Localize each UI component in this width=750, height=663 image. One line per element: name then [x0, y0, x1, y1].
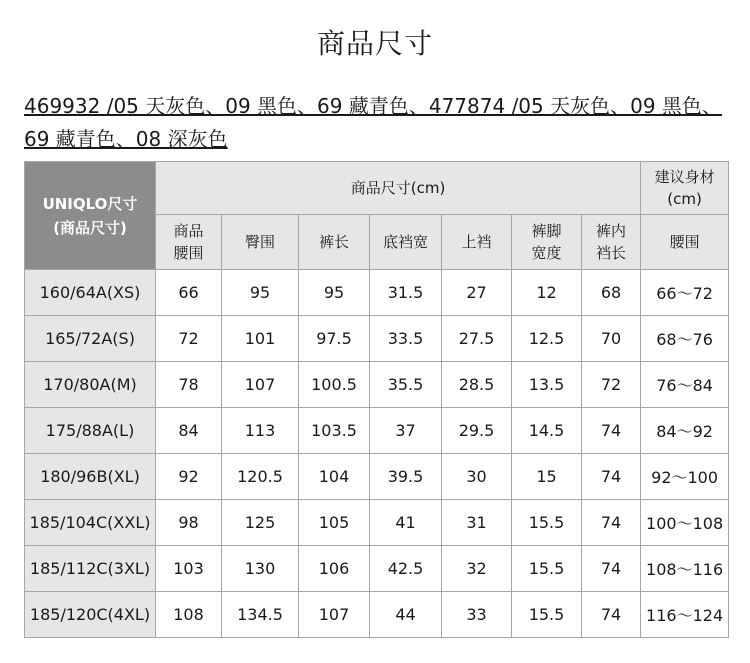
table-cell: 31.5 [370, 270, 442, 316]
table-cell: 35.5 [370, 362, 442, 408]
table-cell: 74 [582, 454, 641, 500]
column-header [156, 215, 222, 270]
table-cell: 97.5 [299, 316, 370, 362]
table-cell: 95 [222, 270, 299, 316]
table-cell: 29.5 [442, 408, 512, 454]
column-header-line2: 裆长 [596, 244, 627, 262]
table-row [25, 270, 729, 316]
waist-range-cell: 66～72 [641, 270, 729, 316]
table-cell: 28.5 [442, 362, 512, 408]
table-cell: 66 [156, 270, 222, 316]
table-cell: 107 [299, 592, 370, 638]
size-cell: 185/104C(XXL) [25, 500, 156, 546]
column-header [442, 215, 512, 270]
size-header-line1: UNIQLO尺寸 [42, 194, 138, 213]
table-cell: 107 [222, 362, 299, 408]
table-cell: 12 [512, 270, 582, 316]
table-cell: 68 [582, 270, 641, 316]
table-cell: 74 [582, 408, 641, 454]
table-cell: 15.5 [512, 546, 582, 592]
table-cell: 32 [442, 546, 512, 592]
table-cell: 15.5 [512, 592, 582, 638]
table-cell: 27.5 [442, 316, 512, 362]
table-cell: 105 [299, 500, 370, 546]
table-row [25, 408, 729, 454]
table-cell: 13.5 [512, 362, 582, 408]
waist-range-cell: 92～100 [641, 454, 729, 500]
table-cell: 100.5 [299, 362, 370, 408]
column-header: 腰围 [641, 215, 729, 270]
column-header-line1: 裤长 [318, 233, 349, 251]
column-header-line1: 裤内 [596, 222, 627, 240]
column-header-line1: 裤脚 [531, 222, 562, 240]
table-cell: 108 [156, 592, 222, 638]
table-cell: 125 [222, 500, 299, 546]
column-header-line1: 底裆宽 [382, 233, 428, 251]
column-header [299, 215, 370, 270]
column-header [222, 215, 299, 270]
table-cell: 74 [582, 500, 641, 546]
table-cell: 31 [442, 500, 512, 546]
size-cell: 160/64A(XS) [25, 270, 156, 316]
column-header-line2: 腰围 [173, 244, 204, 262]
recommend-header [641, 162, 729, 215]
measurement-group-header: 商品尺寸(cm) [156, 162, 641, 215]
table-cell: 37 [370, 408, 442, 454]
table-cell: 15 [512, 454, 582, 500]
table-cell: 70 [582, 316, 641, 362]
table-row [25, 362, 729, 408]
table-cell: 106 [299, 546, 370, 592]
column-header-line2: 宽度 [531, 244, 562, 262]
size-cell: 185/112C(3XL) [25, 546, 156, 592]
table-cell: 15.5 [512, 500, 582, 546]
waist-range-cell: 100～108 [641, 500, 729, 546]
column-header-line1: 商品 [173, 222, 204, 240]
column-header [582, 215, 641, 270]
table-cell: 72 [156, 316, 222, 362]
recommend-header-line1: 建议身材 [654, 168, 715, 186]
table-cell: 120.5 [222, 454, 299, 500]
table-row [25, 454, 729, 500]
table-row [25, 500, 729, 546]
page-title: 商品尺寸 [316, 27, 433, 60]
table-cell: 42.5 [370, 546, 442, 592]
table-cell: 104 [299, 454, 370, 500]
column-header [512, 215, 582, 270]
table-cell: 134.5 [222, 592, 299, 638]
table-cell: 39.5 [370, 454, 442, 500]
table-cell: 103.5 [299, 408, 370, 454]
table-cell: 33.5 [370, 316, 442, 362]
table-cell: 101 [222, 316, 299, 362]
table-row [25, 546, 729, 592]
table-cell: 41 [370, 500, 442, 546]
table-cell: 78 [156, 362, 222, 408]
table-row [25, 316, 729, 362]
column-header [370, 215, 442, 270]
table-cell: 84 [156, 408, 222, 454]
table-cell: 44 [370, 592, 442, 638]
size-cell: 180/96B(XL) [25, 454, 156, 500]
size-cell: 185/120C(4XL) [25, 592, 156, 638]
waist-range-cell: 108～116 [641, 546, 729, 592]
table-cell: 12.5 [512, 316, 582, 362]
table-cell: 72 [582, 362, 641, 408]
table-cell: 103 [156, 546, 222, 592]
table-cell: 113 [222, 408, 299, 454]
waist-range-cell: 76～84 [641, 362, 729, 408]
table-cell: 92 [156, 454, 222, 500]
waist-range-cell: 68～76 [641, 316, 729, 362]
size-header-line2: (商品尺寸) [53, 218, 127, 237]
table-cell: 14.5 [512, 408, 582, 454]
table-cell: 30 [442, 454, 512, 500]
table-cell: 27 [442, 270, 512, 316]
table-cell: 74 [582, 546, 641, 592]
column-header-line1: 上裆 [461, 233, 492, 251]
product-codes-line: 469932 /05 天灰色、09 黑色、69 藏青色、477874 /05 天灰色、09 黑色、69 藏青色、08 深灰色 [24, 94, 722, 151]
size-table [24, 161, 729, 638]
table-row [25, 592, 729, 638]
column-header-line1: 臀围 [244, 233, 275, 251]
table-cell: 33 [442, 592, 512, 638]
waist-range-cell: 84～92 [641, 408, 729, 454]
size-cell: 170/80A(M) [25, 362, 156, 408]
size-cell: 165/72A(S) [25, 316, 156, 362]
table-cell: 130 [222, 546, 299, 592]
size-cell: 175/88A(L) [25, 408, 156, 454]
table-cell: 95 [299, 270, 370, 316]
size-header-cell [25, 162, 156, 270]
recommend-header-line2: (cm) [667, 190, 702, 208]
table-cell: 74 [582, 592, 641, 638]
waist-range-cell: 116～124 [641, 592, 729, 638]
table-cell: 98 [156, 500, 222, 546]
